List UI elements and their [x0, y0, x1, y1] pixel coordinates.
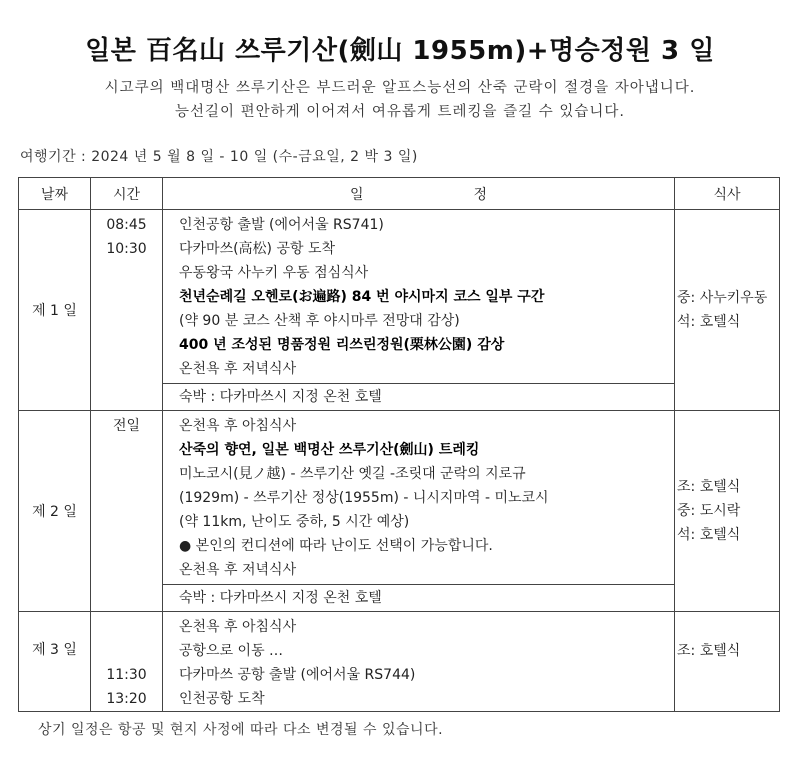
day-2-times — [91, 411, 163, 612]
day-1-lodging — [163, 384, 675, 411]
header-time: 시간 — [91, 178, 163, 210]
schedule-line: 인천공항 출발 (에어서울 RS741) — [179, 217, 384, 233]
day-3-schedule — [163, 612, 675, 712]
schedule-line-highlight: 천년순례길 오헨로(お遍路) 84 번 야시마지 코스 일부 구간 — [179, 289, 545, 305]
day-1-label: 제 1 일 — [19, 210, 91, 411]
itinerary-table — [18, 177, 780, 712]
schedule-line: 공항으로 이동 … — [179, 643, 284, 659]
day-2-lodging — [163, 585, 675, 612]
time-entry: 08:45 — [106, 217, 147, 233]
day-1-times — [91, 210, 163, 411]
time-entry: 11:30 — [106, 667, 147, 683]
schedule-line: 온천욕 후 아침식사 — [179, 619, 297, 635]
day-3-label: 제 3 일 — [19, 612, 91, 712]
day-1-schedule — [163, 210, 675, 384]
time-entry — [91, 615, 162, 639]
time-entry: 13:20 — [106, 691, 147, 707]
lodging-line: 숙박 : 다카마쓰시 지정 온천 호텔 — [179, 389, 382, 405]
schedule-line-highlight: 400 년 조성된 명품정원 리쓰린정원(栗林公園) 감상 — [179, 337, 505, 353]
table-row — [19, 411, 780, 585]
schedule-line: (약 90 분 코스 산책 후 야시마루 전망대 감상) — [179, 313, 460, 329]
schedule-line: 온천욕 후 저녁식사 — [179, 562, 297, 578]
schedule-line: 온천욕 후 저녁식사 — [179, 361, 297, 377]
header-day: 날짜 — [19, 178, 91, 210]
lodging-line: 숙박 : 다카마쓰시 지정 온천 호텔 — [179, 590, 382, 606]
table-row — [19, 612, 780, 712]
time-entry — [91, 639, 162, 663]
header-schedule — [163, 178, 675, 210]
day-3-meals — [675, 612, 780, 712]
day-3-times — [91, 612, 163, 712]
schedule-line: 다카마쓰(高松) 공항 도착 — [179, 241, 336, 257]
meal-entry: 조: 호텔식 — [677, 479, 741, 495]
day-2-schedule — [163, 411, 675, 585]
header-schedule-char-1: 일 — [349, 186, 364, 203]
schedule-line: 다카마쓰 공항 출발 (에어서울 RS744) — [179, 667, 416, 683]
meal-entry: 중: 사누키우동 — [677, 290, 768, 306]
day-1-meals — [675, 210, 780, 411]
day-2-label: 제 2 일 — [19, 411, 91, 612]
meal-entry: 중: 도시락 — [677, 503, 741, 519]
footer-notice: 상기 일정은 항공 및 현지 사정에 따라 다소 변경될 수 있습니다. — [38, 722, 444, 738]
meal-entry: 석: 호텔식 — [677, 314, 741, 330]
schedule-line: 온천욕 후 아침식사 — [179, 418, 297, 434]
header-meal: 식사 — [675, 178, 780, 210]
schedule-line: 우동왕국 사누키 우동 점심식사 — [179, 265, 369, 281]
intro-line-1: 시고쿠의 백대명산 쓰루기산은 부드러운 알프스능선의 산죽 군락이 절경을 자아냅니다. — [104, 80, 696, 96]
schedule-line: (약 11km, 난이도 중하, 5 시간 예상) — [179, 514, 410, 530]
header-schedule-char-2: 정 — [473, 186, 488, 203]
day-2-meals — [675, 411, 780, 612]
meal-entry: 석: 호텔식 — [677, 527, 741, 543]
schedule-line: 미노코시(見ノ越) - 쓰루기산 옛길 -조릿대 군락의 지로규 — [179, 466, 526, 482]
schedule-line-highlight: 산죽의 향연, 일본 백명산 쓰루기산(劍山) 트레킹 — [179, 442, 480, 458]
travel-period: 여행기간 : 2024 년 5 월 8 일 - 10 일 (수-금요일, 2 박 3 일) — [20, 149, 418, 165]
page-title: 일본 百名山 쓰루기산(劍山 1955m)+명승정원 3 일 — [85, 36, 715, 66]
schedule-note-bullet: ● 본인의 컨디션에 따라 난이도 선택이 가능합니다. — [179, 538, 493, 554]
intro-line-2: 능선길이 편안하게 이어져서 여유롭게 트레킹을 즐길 수 있습니다. — [174, 104, 626, 120]
schedule-line: (1929m) - 쓰루기산 정상(1955m) - 니시지마역 - 미노코시 — [179, 490, 549, 506]
time-entry: 전일 — [112, 418, 141, 434]
table-header-row — [19, 178, 780, 210]
time-entry: 10:30 — [106, 241, 147, 257]
meal-entry: 조: 호텔식 — [677, 643, 741, 659]
table-row — [19, 210, 780, 384]
schedule-line: 인천공항 도착 — [179, 691, 265, 707]
